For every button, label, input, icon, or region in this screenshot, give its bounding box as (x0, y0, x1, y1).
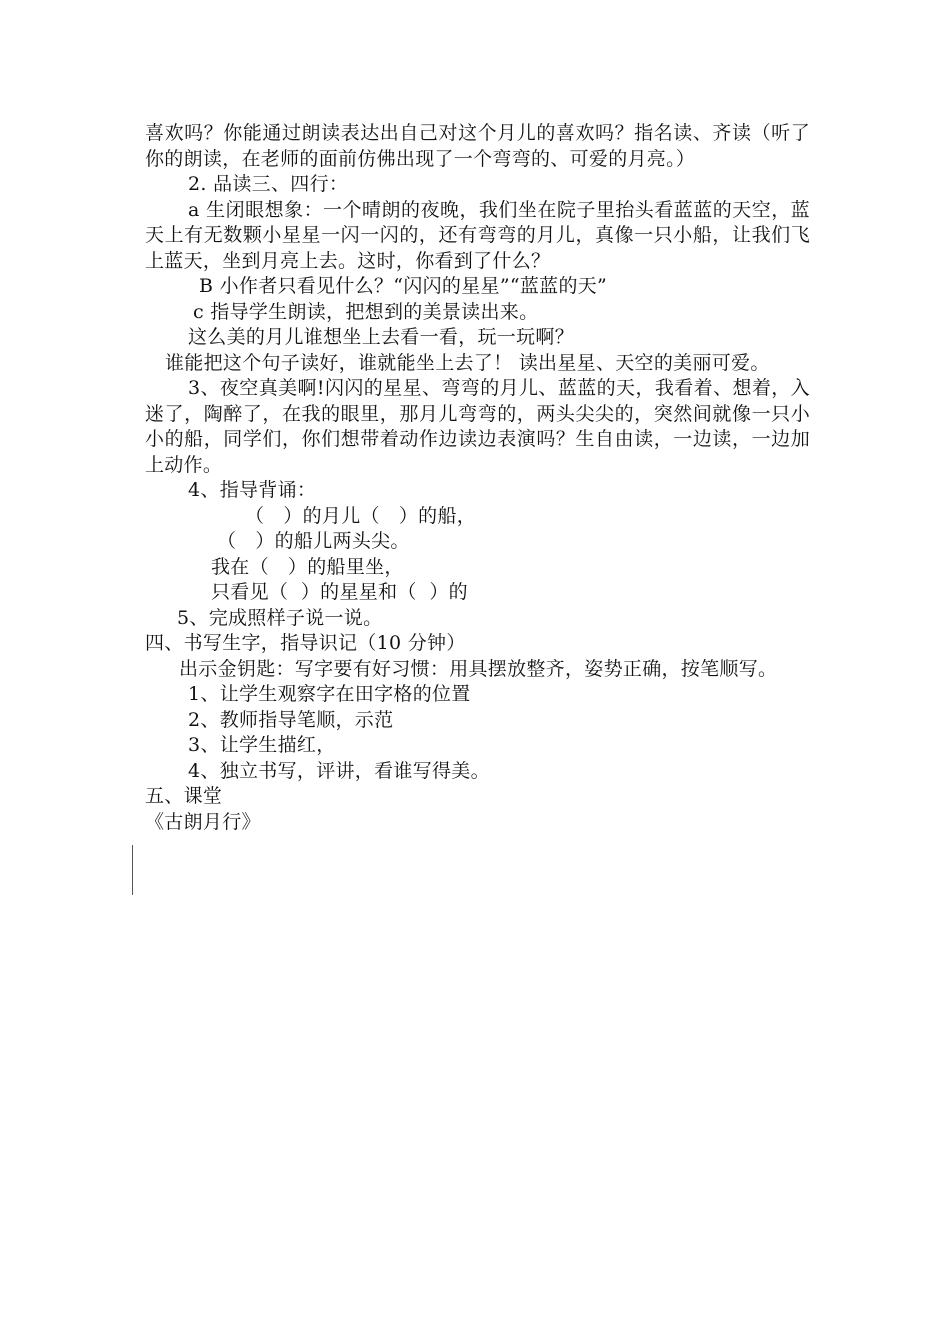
write-step-3: 3、让学生描红， (188, 734, 336, 756)
section5-heading: 五、课堂 (145, 785, 223, 807)
section4-intro-text: 出示金钥匙：写字要有好习惯：用具摆放整齐，姿势正确，按笔顺写。 (179, 657, 778, 680)
item3-paragraph (145, 376, 810, 478)
section4-heading: 四、书写生字，指导识记（10 分钟） (145, 632, 466, 654)
item5-line: 5、完成照样子说一说。 (177, 606, 383, 629)
item4-heading: 4、指导背诵： (188, 479, 317, 501)
read-paragraph (145, 351, 810, 377)
write-step-1: 1、让学生观察字在田字格的位置 (188, 683, 471, 705)
recite-line-3: 我在（ ）的船里坐， (211, 555, 404, 578)
section4-intro-paragraph (145, 657, 810, 683)
document-body (145, 121, 810, 835)
write-step-2: 2、教师指导笔顺，示范 (188, 708, 394, 731)
recite-line-1: （ ）的月儿（ ）的船， (245, 504, 477, 527)
question-line: 这么美的月儿谁想坐上去看一看，玩一玩啊？ (188, 326, 575, 348)
intro-paragraph: 喜欢吗？你能通过朗读表达出自己对这个月儿的喜欢吗？指名读、齐读（听了你的朗读，在老师的面前仿佛出现了一个弯弯的、可爱的月亮。） (145, 122, 810, 170)
item-b-line: B 小作者只看见什么？“闪闪的星星”“蓝蓝的天” (199, 275, 608, 297)
recite-line-4: 只看见（ ）的星星和（ ）的 (211, 581, 468, 603)
item3-text: 3、夜空真美啊!闪闪的星星、弯弯的月儿、蓝蓝的天，我看着、想着，入迷了，陶醉了，在我的眼里，那月儿弯弯的，两头尖尖的，突然间就像一只小小的船，同学们，你们想带着动作边读边表演吗？生自由读，一边读，一边加上动作。 (145, 377, 810, 476)
margin-change-bar (132, 845, 133, 895)
poem-title: 《古朗月行》 (145, 810, 261, 833)
item-c-line: c 指导学生朗读，把想到的美景读出来。 (193, 300, 539, 323)
item2-heading: 2. 品读三、四行： (188, 173, 349, 195)
item-a-text: a 生闭眼想象：一个晴朗的夜晚，我们坐在院子里抬头看蓝蓝的天空，蓝天上有无数颗小星星一闪一闪的，还有弯弯的月儿，真像一只小船，让我们飞上蓝天，坐到月亮上去。这时，你看到了什么？ (145, 198, 810, 272)
write-step-4: 4、独立书写，评讲，看谁写得美。 (188, 759, 490, 782)
item-a-paragraph (145, 198, 810, 275)
recite-line-2: （ ）的船儿两头尖。 (217, 530, 410, 552)
read-text: 谁能把这个句子读好，谁就能坐上去了！ 读出星星、天空的美丽可爱。 (165, 351, 770, 374)
